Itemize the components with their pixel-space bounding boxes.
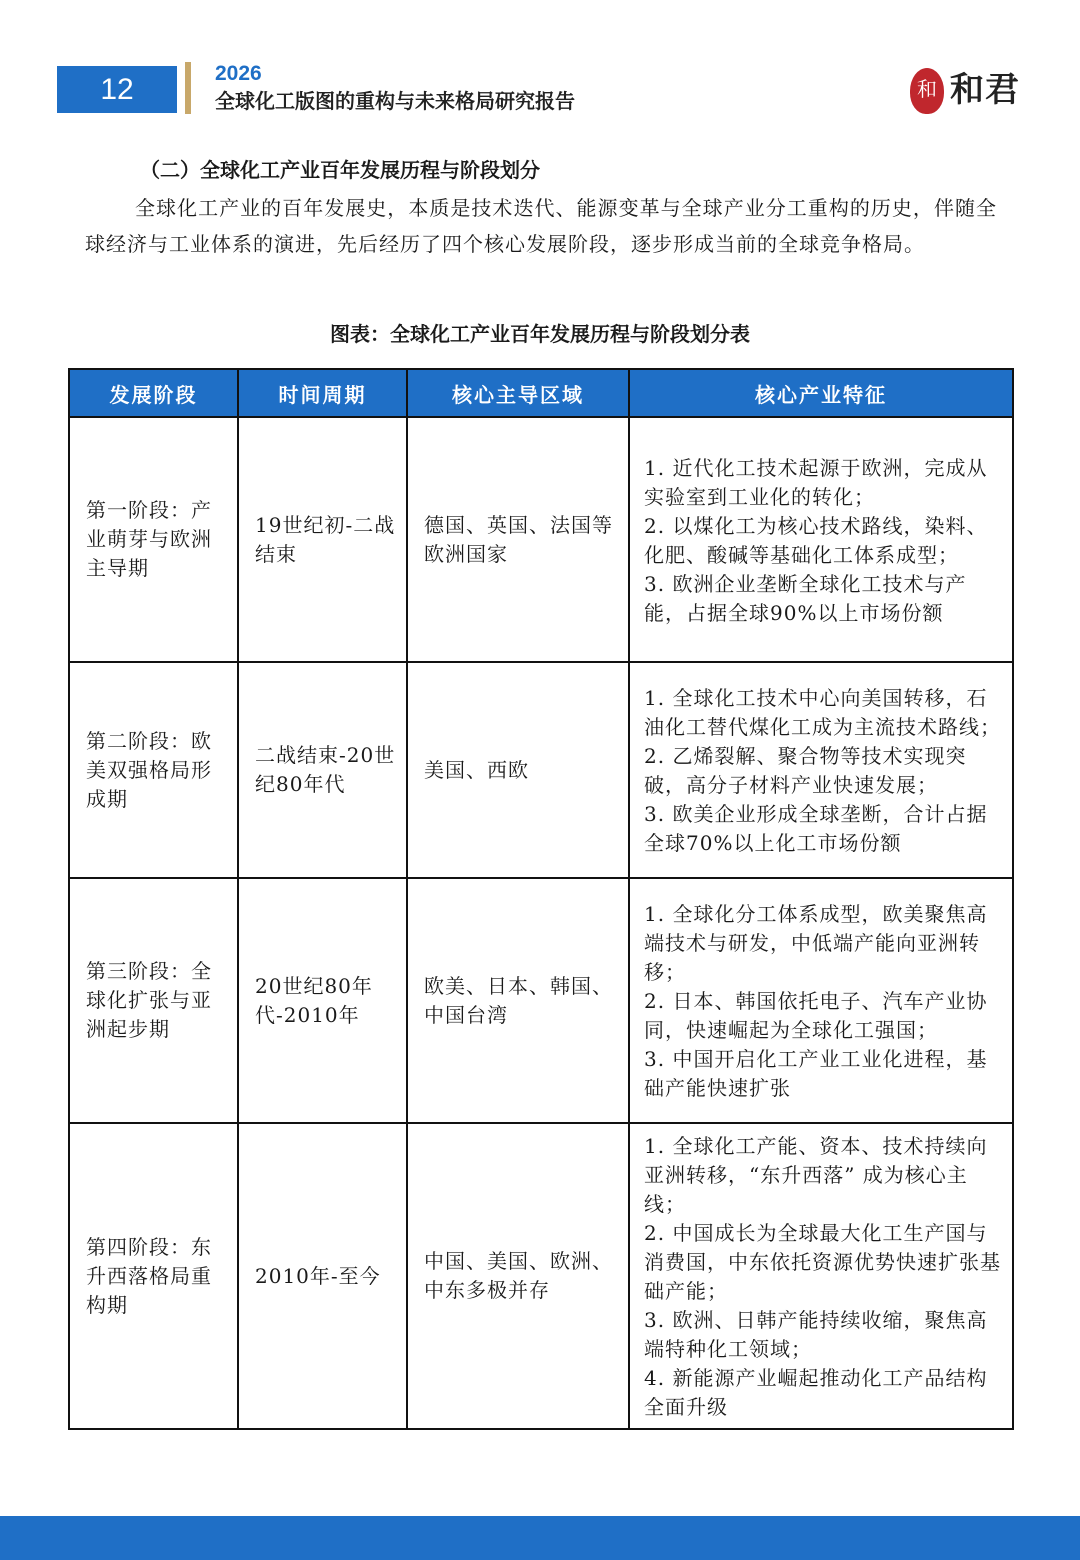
feature-item: 1. 全球化工技术中心向美国转移，石油化工替代煤化工成为主流技术路线； (644, 686, 1001, 739)
feature-item: 1. 近代化工技术起源于欧洲，完成从实验室到工业化的转化； (644, 455, 988, 509)
logo-seal-icon: 和 (910, 68, 944, 114)
period-cell: 2010年-至今 (238, 1123, 407, 1429)
header-divider (185, 62, 191, 114)
brand-logo (910, 64, 1040, 118)
features-cell (629, 1123, 1013, 1429)
stage-cell: 第二阶段：欧美双强格局形成期 (69, 662, 238, 878)
page-number: 12 (57, 66, 177, 113)
feature-item: 4. 新能源产业崛起推动化工产品结构全面升级 (644, 1366, 988, 1419)
region-cell: 欧美、日本、韩国、中国台湾 (407, 878, 629, 1123)
features-cell (629, 878, 1013, 1123)
features-cell (629, 662, 1013, 878)
feature-item: 3. 中国开启化工产业工业化进程，基础产能快速扩张 (644, 1047, 988, 1100)
stage-cell: 第一阶段：产业萌芽与欧洲主导期 (69, 417, 238, 662)
period-cell: 19世纪初-二战结束 (238, 417, 407, 662)
logo-text: 和君 (950, 70, 1020, 110)
column-header-region: 核心主导区域 (407, 369, 629, 417)
period-cell: 二战结束-20世纪80年代 (238, 662, 407, 878)
period-cell: 20世纪80年代-2010年 (238, 878, 407, 1123)
feature-item: 3. 欧洲、日韩产能持续收缩，聚焦高端特种化工领域； (644, 1308, 988, 1361)
table-row (69, 878, 1013, 1123)
report-year: 2026 (215, 62, 262, 85)
table-row (69, 1123, 1013, 1429)
feature-item: 2. 日本、韩国依托电子、汽车产业协同，快速崛起为全球化工强国； (644, 989, 988, 1042)
feature-item: 3. 欧洲企业垄断全球化工技术与产能，占据全球90%以上市场份额 (644, 571, 967, 625)
section-heading: （二）全球化工产业百年发展历程与阶段划分 (140, 158, 540, 182)
table-caption: 图表：全球化工产业百年发展历程与阶段划分表 (330, 322, 750, 346)
stage-cell: 第四阶段：东升西落格局重构期 (69, 1123, 238, 1429)
stage-cell: 第三阶段：全球化扩张与亚洲起步期 (69, 878, 238, 1123)
stages-table (68, 368, 1014, 1430)
features-cell (629, 417, 1013, 662)
table-row (69, 662, 1013, 878)
column-header-features: 核心产业特征 (629, 369, 1013, 417)
column-header-stage: 发展阶段 (69, 369, 238, 417)
feature-item: 1. 全球化分工体系成型，欧美聚焦高端技术与研发，中低端产能向亚洲转移； (644, 902, 988, 984)
footer-bar (0, 1516, 1080, 1560)
feature-item: 2. 以煤化工为核心技术路线，染料、化肥、酸碱等基础化工体系成型； (644, 513, 988, 567)
table-row (69, 417, 1013, 662)
feature-item: 2. 中国成长为全球最大化工生产国与消费国，中东依托资源优势快速扩张基础产能； (644, 1221, 1001, 1303)
region-cell: 中国、美国、欧洲、中东多极并存 (407, 1123, 629, 1429)
column-header-period: 时间周期 (238, 369, 407, 417)
feature-item: 1. 全球化工产能、资本、技术持续向亚洲转移，“东升西落” 成为核心主线； (644, 1134, 988, 1216)
table-header-row (69, 369, 1013, 417)
report-title: 全球化工版图的重构与未来格局研究报告 (215, 89, 575, 113)
feature-item: 3. 欧美企业形成全球垄断，合计占据全球70%以上化工市场份额 (644, 802, 988, 855)
region-cell: 美国、西欧 (407, 662, 629, 878)
region-cell: 德国、英国、法国等欧洲国家 (407, 417, 629, 662)
feature-item: 2. 乙烯裂解、聚合物等技术实现突破，高分子材料产业快速发展； (644, 744, 967, 797)
intro-paragraph: 全球化工产业的百年发展史，本质是技术迭代、能源变革与全球产业分工重构的历史，伴随全球经济与工业体系的演进，先后经历了四个核心发展阶段，逐步形成当前的全球竞争格局。 (85, 196, 997, 256)
